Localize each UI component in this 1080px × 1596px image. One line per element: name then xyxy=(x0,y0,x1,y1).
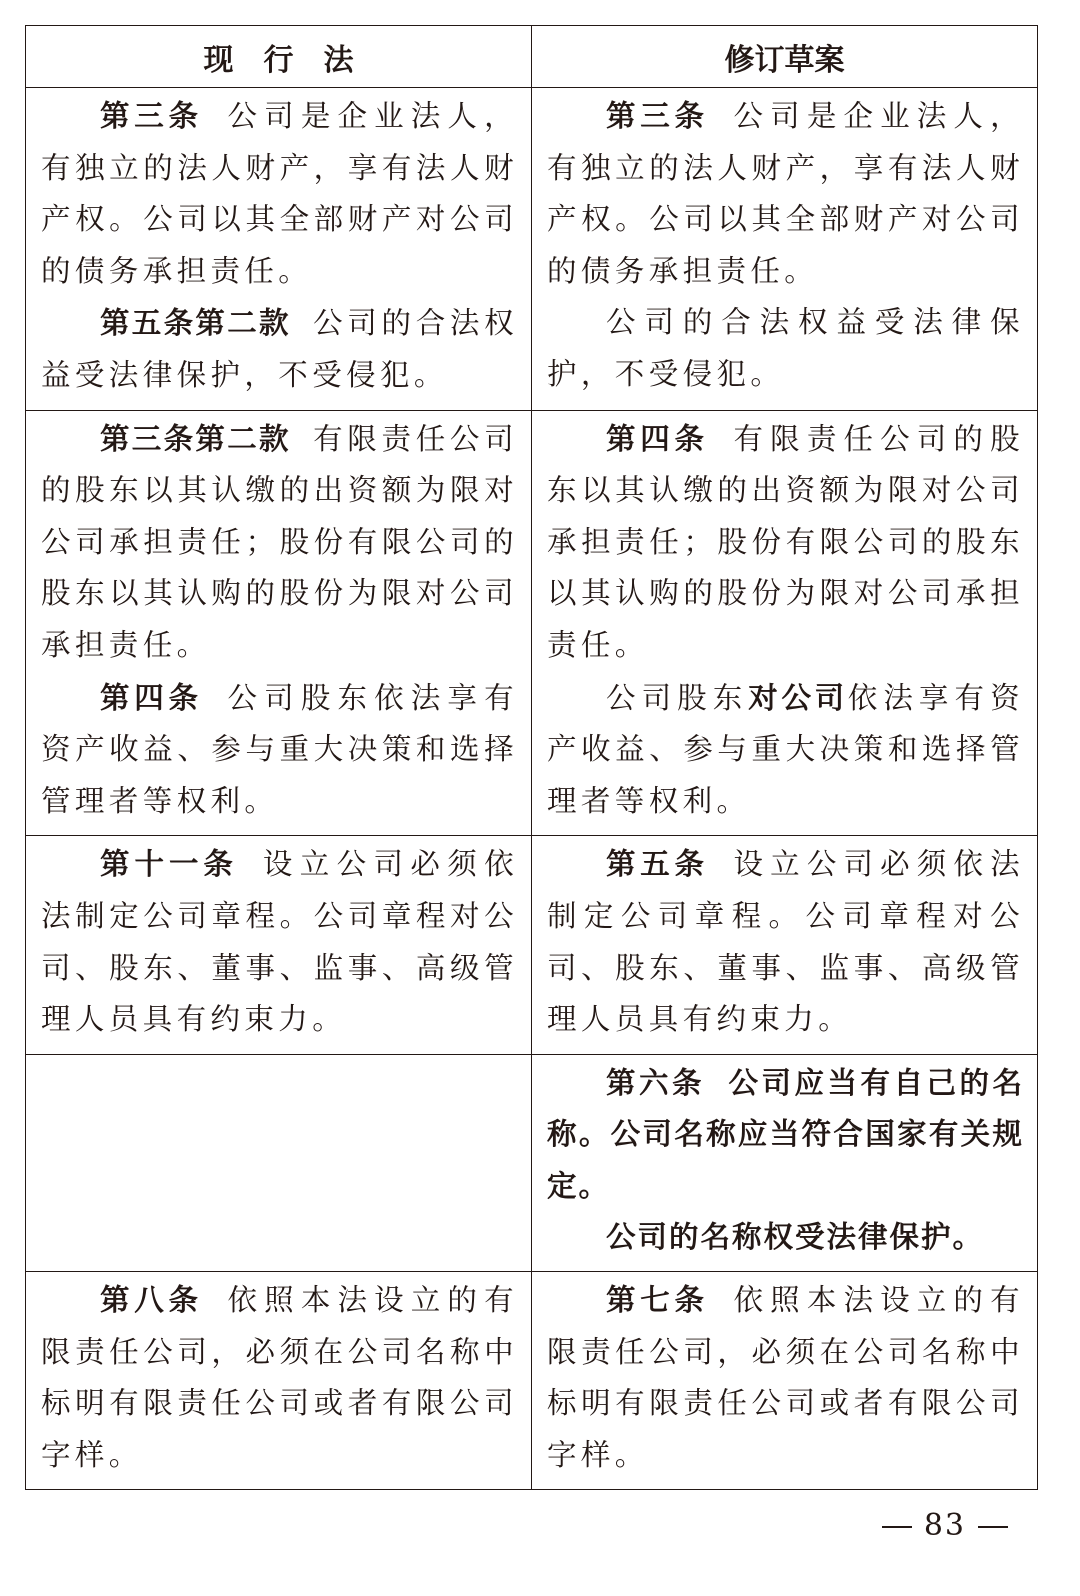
article-text: 公司应当有自己的名称。公司名称应当符合国家有关规定。 xyxy=(547,1064,1024,1203)
table-row xyxy=(26,836,1038,1054)
article-number: 第四条 xyxy=(100,679,203,715)
revision-draft-cell xyxy=(532,1272,1038,1490)
current-law-cell xyxy=(26,88,532,411)
article-number: 第五条第二款 xyxy=(100,305,291,341)
article-number: 第三条第二款 xyxy=(100,420,291,456)
law-comparison-table xyxy=(25,25,1038,1490)
left-dash xyxy=(882,1526,912,1528)
article-text: 公司股东 xyxy=(606,680,749,715)
article-number: 第八条 xyxy=(100,1282,203,1318)
page-number: 83 xyxy=(923,1508,966,1543)
amended-text: 对公司 xyxy=(748,679,848,715)
article-paragraph xyxy=(547,297,1024,400)
article-text: 设立公司必须依法制定公司章程。公司章程对公司、股东、董事、监事、高级管理人员具有约束力。 xyxy=(547,847,1024,1037)
table-row xyxy=(26,88,1038,411)
revision-draft-cell xyxy=(532,836,1038,1054)
current-law-cell-empty xyxy=(26,1054,532,1271)
article-paragraph xyxy=(547,1211,1024,1263)
table-row xyxy=(26,410,1038,836)
article-number: 第七条 xyxy=(606,1282,709,1318)
header-current-law: 现 行 法 xyxy=(26,26,532,88)
right-dash xyxy=(978,1526,1008,1528)
article-paragraph xyxy=(547,1274,1024,1481)
article-paragraph xyxy=(41,297,518,401)
article-text: 公司是企业法人，有独立的法人财产，享有法人财产权。公司以其全部财产对公司的债务承担责任。 xyxy=(41,99,518,288)
article-text: 设立公司必须依法制定公司章程。公司章程对公司、股东、董事、监事、高级管理人员具有约束力。 xyxy=(41,847,518,1037)
article-paragraph xyxy=(41,90,518,297)
article-text: 依照本法设立的有限责任公司，必须在公司名称中标明有限责任公司或者有限公司字样。 xyxy=(41,1283,518,1472)
article-number: 第三条 xyxy=(100,98,203,133)
article-paragraph xyxy=(41,1274,518,1481)
article-paragraph xyxy=(547,90,1024,297)
page-footer xyxy=(870,1508,1020,1543)
revision-draft-cell xyxy=(532,1054,1038,1271)
current-law-cell xyxy=(26,410,532,836)
revision-draft-cell xyxy=(532,410,1038,836)
article-paragraph xyxy=(547,1057,1024,1212)
table-row xyxy=(26,1272,1038,1490)
article-text: 依照本法设立的有限责任公司，必须在公司名称中标明有限责任公司或者有限公司字样。 xyxy=(547,1283,1024,1472)
article-paragraph xyxy=(41,672,518,828)
header-revision-draft: 修订草案 xyxy=(532,26,1038,88)
article-paragraph xyxy=(41,838,518,1045)
article-paragraph xyxy=(547,672,1024,828)
table-row xyxy=(26,1054,1038,1271)
revision-draft-cell xyxy=(532,88,1038,411)
article-number: 第六条 xyxy=(606,1064,705,1100)
article-text: 公司股东依法享有资产收益、参与重大决策和选择管理者等权利。 xyxy=(41,680,518,818)
article-text: 公司的名称权受法律保护。 xyxy=(606,1219,985,1255)
article-text: 依法享有资产收益、参与重大决策和选择管理者等权利。 xyxy=(547,680,1024,818)
header-row xyxy=(26,26,1038,88)
current-law-cell xyxy=(26,1272,532,1490)
article-paragraph xyxy=(547,838,1024,1045)
article-number: 第五条 xyxy=(606,846,709,882)
current-law-cell xyxy=(26,836,532,1054)
article-paragraph xyxy=(547,413,1024,672)
article-text: 有限责任公司的股东以其认缴的出资额为限对公司承担责任；股份有限公司的股东以其认购的股份为限对公司承担责任。 xyxy=(547,421,1024,662)
article-text: 公司的合法权益受法律保护，不受侵犯。 xyxy=(41,306,518,392)
article-number: 第三条 xyxy=(606,98,709,133)
article-paragraph xyxy=(41,413,518,672)
article-number: 第十一条 xyxy=(100,846,238,882)
article-text: 有限责任公司的股东以其认缴的出资额为限对公司承担责任；股份有限公司的股东以其认购的股份为限对公司承担责任。 xyxy=(41,421,518,662)
article-text: 公司的合法权益受法律保护，不受侵犯。 xyxy=(547,305,1024,391)
article-number: 第四条 xyxy=(606,420,709,456)
article-text: 公司是企业法人，有独立的法人财产，享有法人财产权。公司以其全部财产对公司的债务承担责任。 xyxy=(547,99,1024,288)
